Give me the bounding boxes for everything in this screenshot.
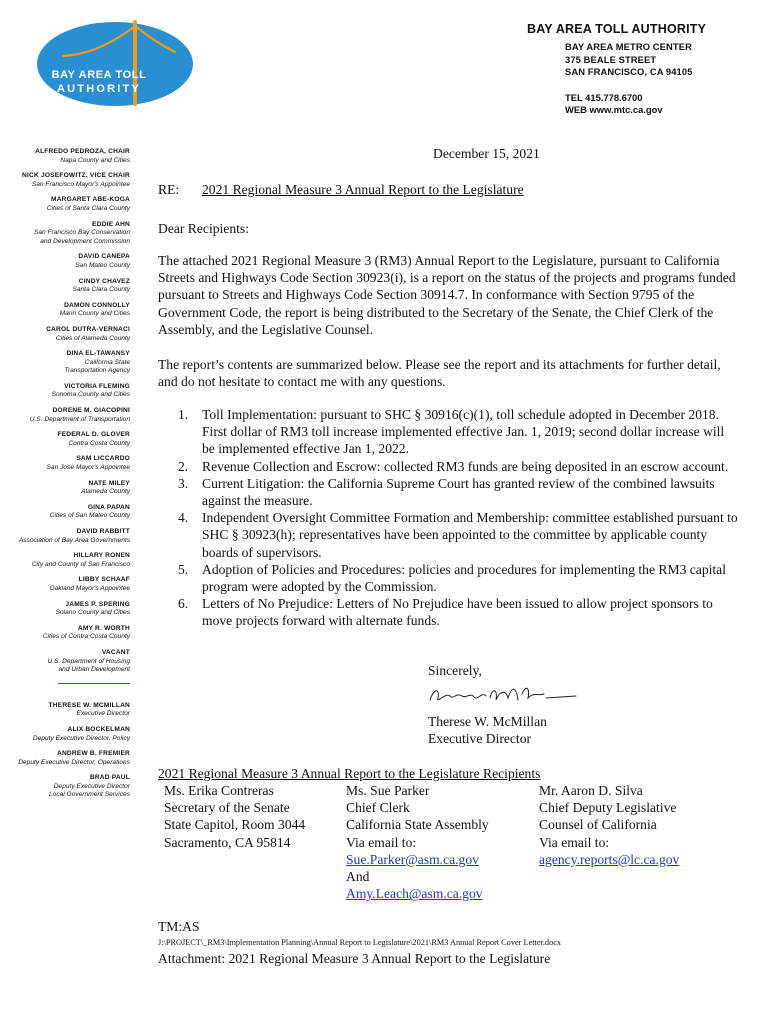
letter-date: December 15, 2021	[433, 146, 540, 161]
member-name: VICTORIA FLEMING	[64, 382, 130, 390]
list-item	[158, 595, 738, 629]
commissioner-entry	[10, 221, 130, 247]
member-name: BRAD PAUL	[89, 774, 130, 782]
member-role: Solano County and Cities	[55, 609, 130, 617]
member-name: SAM LICCARDO	[76, 455, 130, 463]
member-name: EDDIE AHN	[92, 220, 130, 228]
member-name: JAMES P. SPERING	[65, 600, 130, 608]
email-link-sue-parker[interactable]: Sue.Parker@asm.ca.gov	[346, 851, 479, 867]
org-address-line: 375 BEALE STREET	[565, 53, 657, 65]
email-link-amy-leach[interactable]: Amy.Leach@asm.ca.gov	[346, 886, 483, 902]
commissioner-entry	[10, 326, 130, 343]
commissioner-entry	[10, 196, 130, 213]
commissioner-entry	[10, 383, 130, 400]
member-role: Deputy Executive Director, Operations	[18, 758, 130, 766]
commissioner-entry	[10, 278, 130, 295]
member-role: California State	[84, 358, 130, 366]
org-header	[527, 22, 735, 117]
commissioner-entry	[10, 552, 130, 569]
member-role: Napa County and Cities	[60, 156, 130, 164]
list-item-number: 2.	[178, 458, 189, 474]
commissioner-entry	[10, 480, 130, 497]
recipient-line: Counsel of California	[539, 817, 657, 833]
commissioner-entry	[10, 455, 130, 472]
list-item-number: 6.	[178, 596, 189, 612]
commissioner-entry	[10, 172, 130, 189]
member-name: NATE MILEY	[88, 479, 130, 487]
list-item-number: 5.	[178, 561, 189, 577]
list-item-text: Revenue Collection and Escrow: collected RM3 funds are being deposited in an escrow account.	[202, 458, 729, 474]
recipient-assembly	[346, 782, 489, 902]
list-item-text: Adoption of Policies and Procedures: policies and procedures for implementing the RM3 capital program were adopted by the Commission.	[202, 561, 726, 595]
member-role: Cities of Santa Clara County	[46, 204, 130, 212]
org-address-line: BAY AREA METRO CENTER	[565, 41, 692, 52]
commissioner-entry	[10, 302, 130, 319]
list-item-number: 4.	[178, 510, 189, 526]
commissioner-entry	[10, 625, 130, 642]
recipient-line: Mr. Aaron D. Silva	[539, 783, 643, 798]
recipient-line: Chief Deputy Legislative	[539, 800, 677, 816]
member-role: U.S. Department of Housing	[47, 657, 130, 665]
email-link-agency-reports[interactable]: agency.reports@lc.ca.gov	[539, 851, 680, 867]
commissioner-entry	[10, 649, 130, 675]
list-item-text: Independent Oversight Committee Formation and Membership: committee established pursuant to SHC § 30923(h); representatives have been appointed to the committee by applicable county boards of supervisors.	[202, 510, 738, 560]
commissioner-entry	[10, 350, 130, 376]
member-role: Oakland Mayor's Appointee	[49, 584, 130, 592]
staff-entry	[10, 750, 130, 767]
file-path: J:\PROJECT\_RM3\Implementation Planning\Annual Report to Legislature\2021\RM3 Annual Report Cover Letter.docx	[158, 938, 562, 947]
signer-block	[428, 713, 547, 747]
member-name: DINA EL-TAWANSY	[66, 350, 130, 358]
list-item-number: 3.	[178, 475, 189, 491]
list-item	[158, 475, 738, 509]
member-role: Contra Costa County	[68, 439, 130, 447]
member-name: GINA PAPAN	[87, 503, 130, 511]
member-name: LIBBY SCHAAF	[78, 576, 130, 584]
commissioner-entry	[10, 407, 130, 424]
logo-text-line1: BAY AREA TOLL	[51, 69, 147, 81]
member-role: and Development Commission	[40, 237, 130, 245]
list-item-text: Toll Implementation: pursuant to SHC § 30916(c)(1), toll schedule adopted in December 2018. First dollar of RM3 toll increase implemented effective Jan. 1, 2019; second dollar increase will be implemented effective Jan 1, 2022.	[202, 407, 725, 457]
org-contact	[565, 92, 735, 117]
member-name: DAVID RABBITT	[76, 528, 130, 535]
member-name: CAROL DUTRA-VERNACI	[46, 325, 130, 333]
member-name: DAVID CANEPA	[78, 253, 130, 261]
recipient-legislative-counsel	[539, 782, 679, 868]
paragraph-summary: The report’s contents are summarized below. Please see the report and its attachments for further detail, and do not hesitate to contact me with any questions.	[158, 357, 721, 390]
recipient-line: Via email to:	[346, 834, 417, 850]
re-label: RE:	[158, 182, 180, 197]
member-role: Marin County and Cities	[59, 310, 130, 318]
recipient-line: Secretary of the Senate	[164, 800, 290, 816]
staff-entry	[10, 726, 130, 743]
commissioners-sidebar	[10, 148, 130, 807]
member-name: THERESE W. MCMILLAN	[48, 701, 130, 709]
org-name: BAY AREA TOLL AUTHORITY	[527, 22, 707, 36]
re-subject: 2021 Regional Measure 3 Annual Report to the Legislature	[202, 182, 524, 197]
list-item	[158, 509, 738, 561]
member-role: Executive Director	[76, 710, 130, 718]
commissioner-entry	[10, 576, 130, 593]
member-role: and Urban Development	[58, 666, 130, 674]
member-name: ANDREW B. FREMIER	[57, 750, 130, 758]
summary-list	[158, 406, 738, 630]
member-role: U.S. Department of Transportation	[29, 415, 130, 423]
greeting: Dear Recipients:	[158, 221, 249, 236]
commissioner-entry	[10, 431, 130, 448]
staff-list	[10, 702, 130, 800]
member-name: AMY R. WORTH	[77, 624, 130, 632]
list-item	[158, 458, 738, 475]
list-item-text: Current Litigation: the California Supreme Court has granted review of the combined lawsuits against the measure.	[202, 475, 715, 509]
commissioner-entry	[10, 601, 130, 618]
recipient-line: California State Assembly	[346, 817, 489, 833]
member-role: Alameda County	[81, 488, 130, 496]
commissioner-entry	[10, 504, 130, 521]
member-role: Santa Clara County	[72, 286, 130, 294]
recipient-line: Ms. Erika Contreras	[164, 783, 274, 798]
org-web[interactable]: WEB www.mtc.ca.gov	[565, 104, 663, 116]
member-name: FEDERAL D. GLOVER	[57, 431, 130, 439]
member-role: San Mateo County	[75, 261, 130, 269]
staff-entry	[10, 774, 130, 800]
recipient-line: And	[346, 869, 370, 885]
member-role: Cities of Contra Costa County	[42, 633, 130, 641]
commissioner-entry	[10, 528, 130, 545]
member-name: MARGARET ABE-KOGA	[51, 196, 130, 204]
initials: TM:AS	[158, 919, 200, 934]
paragraph-intro: The attached 2021 Regional Measure 3 (RM3) Annual Report to the Legislature, pursuant to California Streets and Highways Code Section 30923(i), is a report on the status of the projects and programs funded pursuant to Streets and Highways Code Section 30914.7. In conformance with Section 9795 of the Government Code, the report is being distributed to the Secretary of the Senate, the Chief Clerk of the Assembly, and the Legislative Counsel.	[158, 253, 736, 337]
member-role: Local Government Services	[49, 791, 130, 799]
member-name: DAMON CONNOLLY	[64, 301, 130, 309]
member-role: Sonoma County and Cities	[51, 391, 130, 399]
handwritten-signature	[426, 682, 586, 708]
member-name: CINDY CHAVEZ	[78, 277, 130, 285]
commissioner-list	[10, 148, 130, 675]
sidebar-separator	[58, 683, 130, 684]
member-name: ALIX BOCKELMAN	[67, 725, 130, 733]
member-name: DORENE M. GIACOPINI	[52, 407, 130, 415]
member-role: Cities of Alameda County	[55, 334, 130, 342]
member-name: ALFREDO PEDROZA, CHAIR	[35, 148, 130, 155]
list-item	[158, 561, 738, 595]
member-role: Cities of San Mateo County	[49, 512, 130, 520]
commissioner-entry	[10, 148, 130, 165]
recipients-title: 2021 Regional Measure 3 Annual Report to the Legislature Recipients	[158, 766, 541, 781]
member-role: Association of Bay Area Governments	[18, 536, 130, 544]
signer-name: Therese W. McMillan	[428, 714, 547, 729]
recipient-line: Ms. Sue Parker	[346, 783, 430, 798]
org-tel: TEL 415.778.6700	[565, 91, 643, 103]
member-name: HILLARY RONEN	[73, 552, 130, 560]
recipient-line: Via email to:	[539, 834, 610, 850]
member-role: Transportation Agency	[64, 367, 130, 375]
signoff: Sincerely,	[428, 663, 482, 678]
member-role: San Jose Mayor's Appointee	[46, 464, 130, 472]
re-line	[158, 181, 524, 198]
member-role: Deputy Executive Director	[53, 782, 130, 790]
signer-title: Executive Director	[428, 731, 532, 747]
recipient-line: Sacramento, CA 95814	[164, 834, 291, 850]
member-role: San Francisco Bay Conservation	[33, 229, 130, 237]
attachment-line: Attachment: 2021 Regional Measure 3 Annual Report to the Legislature	[158, 951, 551, 966]
staff-entry	[10, 702, 130, 719]
recipient-senate	[164, 782, 305, 851]
list-item-number: 1.	[178, 407, 189, 422]
bay-area-toll-authority-logo	[35, 20, 195, 108]
member-role: San Francisco Mayor's Appointee	[31, 180, 130, 188]
member-name: NICK JOSEFOWITZ, VICE CHAIR	[22, 172, 130, 180]
member-role: Deputy Executive Director, Policy	[32, 734, 130, 742]
org-address-line: SAN FRANCISCO, CA 94105	[565, 66, 693, 78]
list-item	[158, 406, 738, 458]
member-role: City and County of San Francisco	[31, 560, 130, 568]
recipient-line: Chief Clerk	[346, 800, 410, 816]
member-name: VACANT	[101, 648, 130, 656]
recipient-line: State Capitol, Room 3044	[164, 817, 306, 833]
org-address	[565, 41, 735, 79]
commissioner-entry	[10, 253, 130, 270]
list-item-text: Letters of No Prejudice: Letters of No Prejudice have been issued to allow project sponsors to move projects forward with alternate funds.	[202, 596, 713, 629]
logo-text-line2: AUTHORITY	[57, 83, 141, 95]
